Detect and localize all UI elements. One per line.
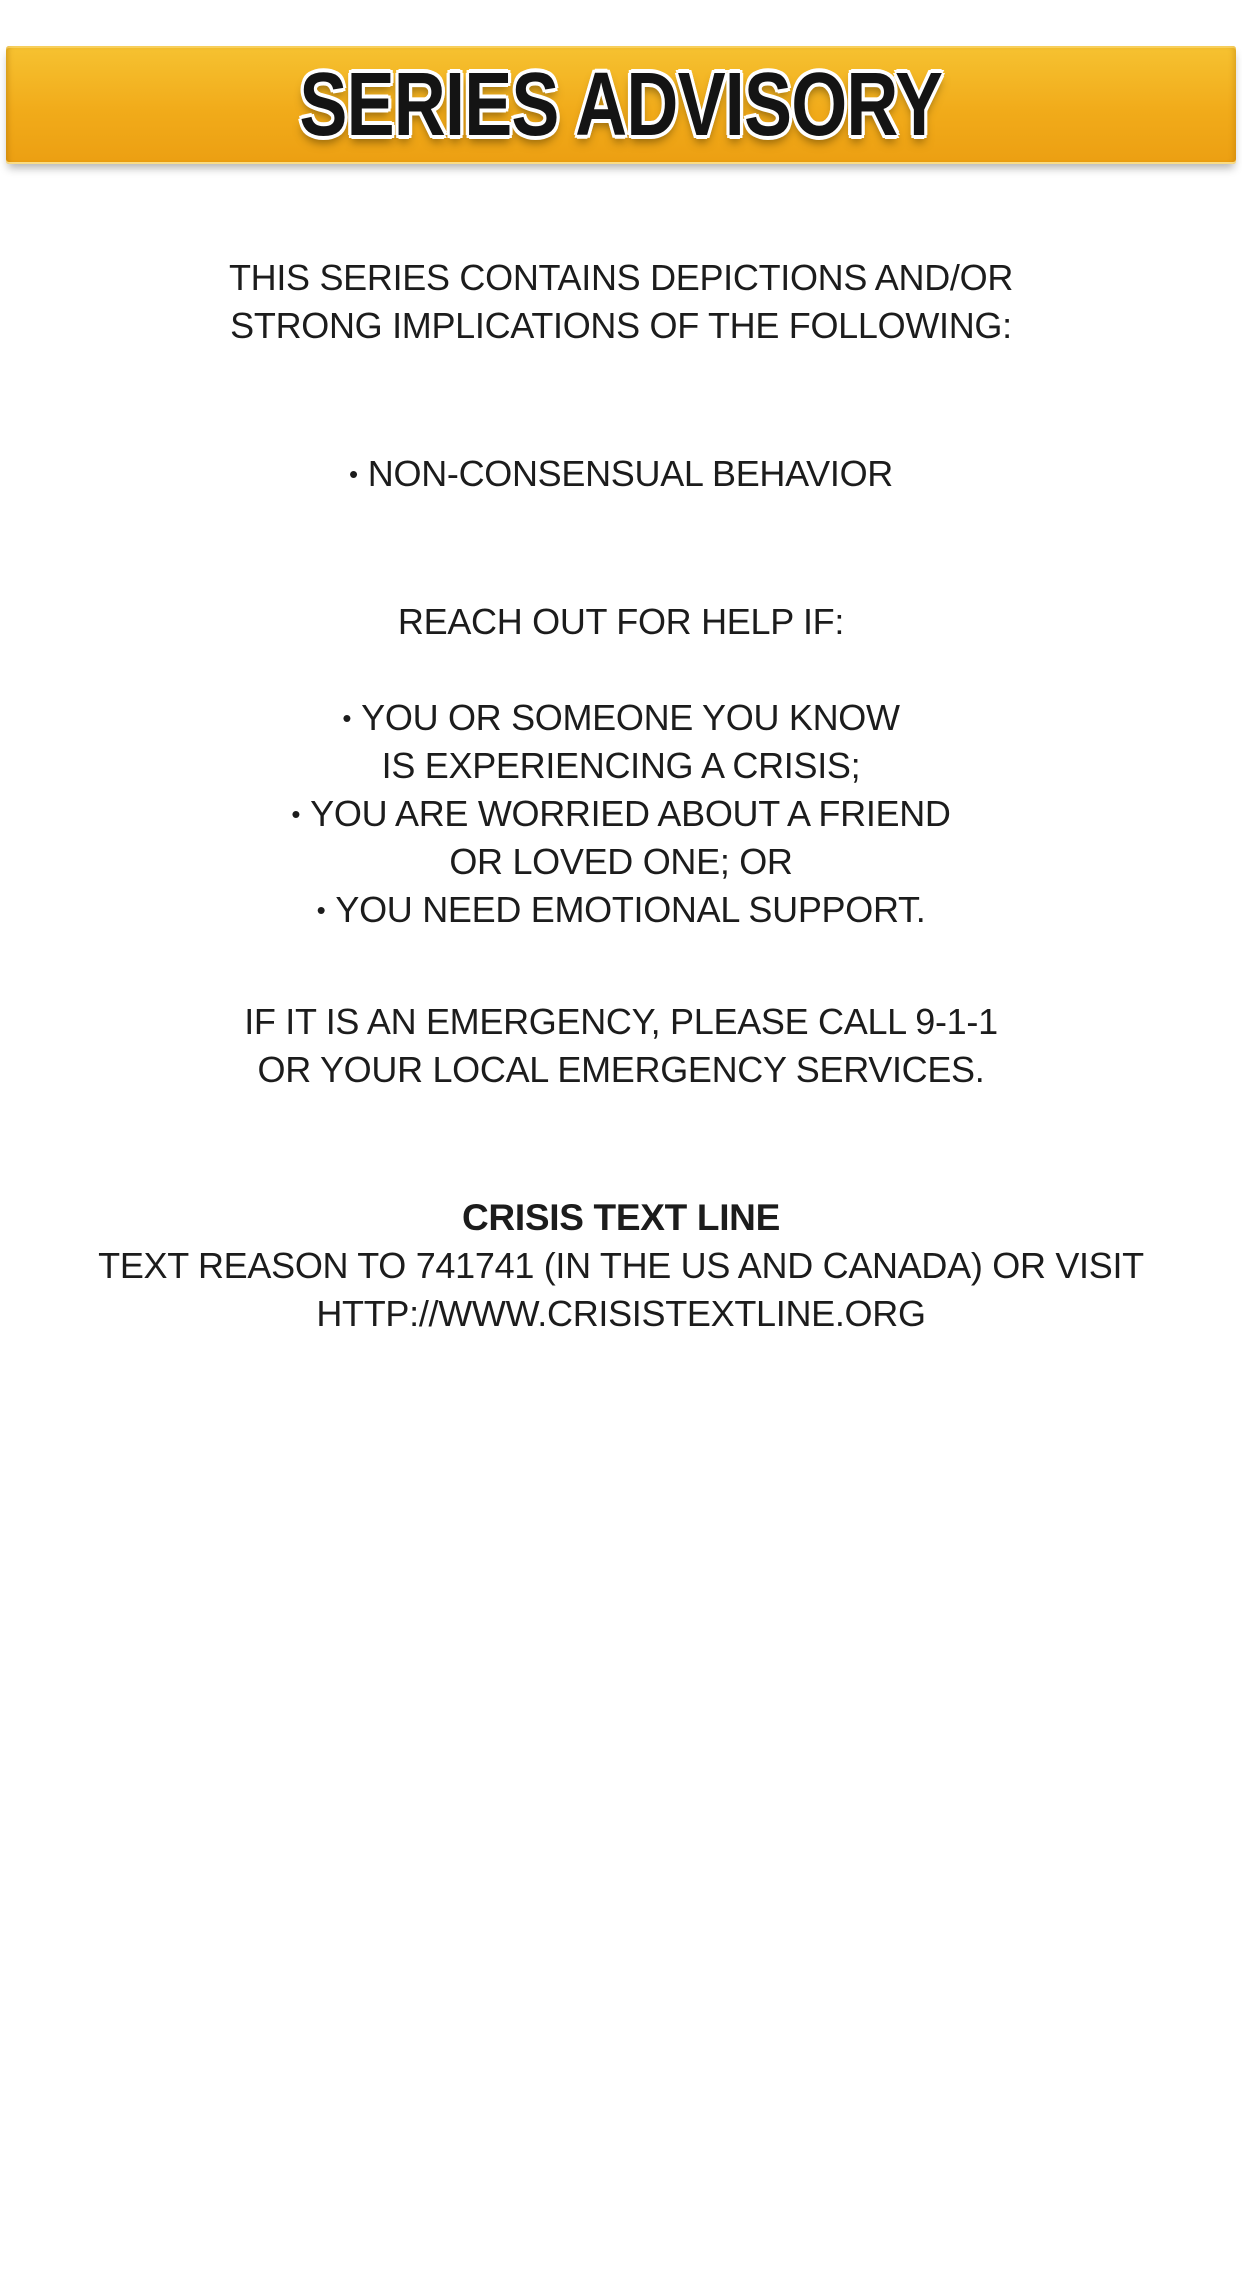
emergency-line-2: OR YOUR LOCAL EMERGENCY SERVICES. xyxy=(257,1049,985,1090)
help-item xyxy=(0,694,1242,742)
bullet-icon: • xyxy=(342,703,352,733)
help-item-text: YOU NEED EMOTIONAL SUPPORT. xyxy=(335,889,926,930)
help-list xyxy=(0,694,1242,934)
emergency-line-1: IF IT IS AN EMERGENCY, PLEASE CALL 9-1-1 xyxy=(244,1001,998,1042)
crisis-text-line-url: HTTP://WWW.CRISISTEXTLINE.ORG xyxy=(316,1293,926,1334)
help-item-text: YOU OR SOMEONE YOU KNOW xyxy=(361,697,900,738)
help-item xyxy=(0,886,1242,934)
bullet-icon: • xyxy=(316,895,326,925)
content-warning xyxy=(0,450,1242,498)
crisis-text-line-instructions: TEXT REASON TO 741741 (IN THE US AND CANADA) OR VISIT xyxy=(98,1245,1144,1286)
content-warning-text: NON-CONSENSUAL BEHAVIOR xyxy=(367,453,893,494)
intro-text xyxy=(0,254,1242,350)
help-item xyxy=(0,790,1242,838)
help-item-continuation: OR LOVED ONE; OR xyxy=(449,841,793,882)
help-item-continuation: IS EXPERIENCING A CRISIS; xyxy=(381,745,861,786)
bullet-icon: • xyxy=(291,799,301,829)
emergency-text xyxy=(0,998,1242,1094)
banner-title: SERIES ADVISORY xyxy=(299,54,943,155)
crisis-text-line-title: CRISIS TEXT LINE xyxy=(462,1197,780,1238)
crisis-text-line-info xyxy=(0,1194,1242,1338)
bullet-icon: • xyxy=(348,459,358,489)
intro-line-2: STRONG IMPLICATIONS OF THE FOLLOWING: xyxy=(230,305,1012,346)
help-item-text: YOU ARE WORRIED ABOUT A FRIEND xyxy=(310,793,951,834)
help-heading xyxy=(0,598,1242,646)
help-heading-text: REACH OUT FOR HELP IF: xyxy=(397,601,845,642)
advisory-banner xyxy=(6,46,1236,164)
content-warning-line xyxy=(0,450,1242,498)
intro-line-1: THIS SERIES CONTAINS DEPICTIONS AND/OR xyxy=(228,257,1014,298)
